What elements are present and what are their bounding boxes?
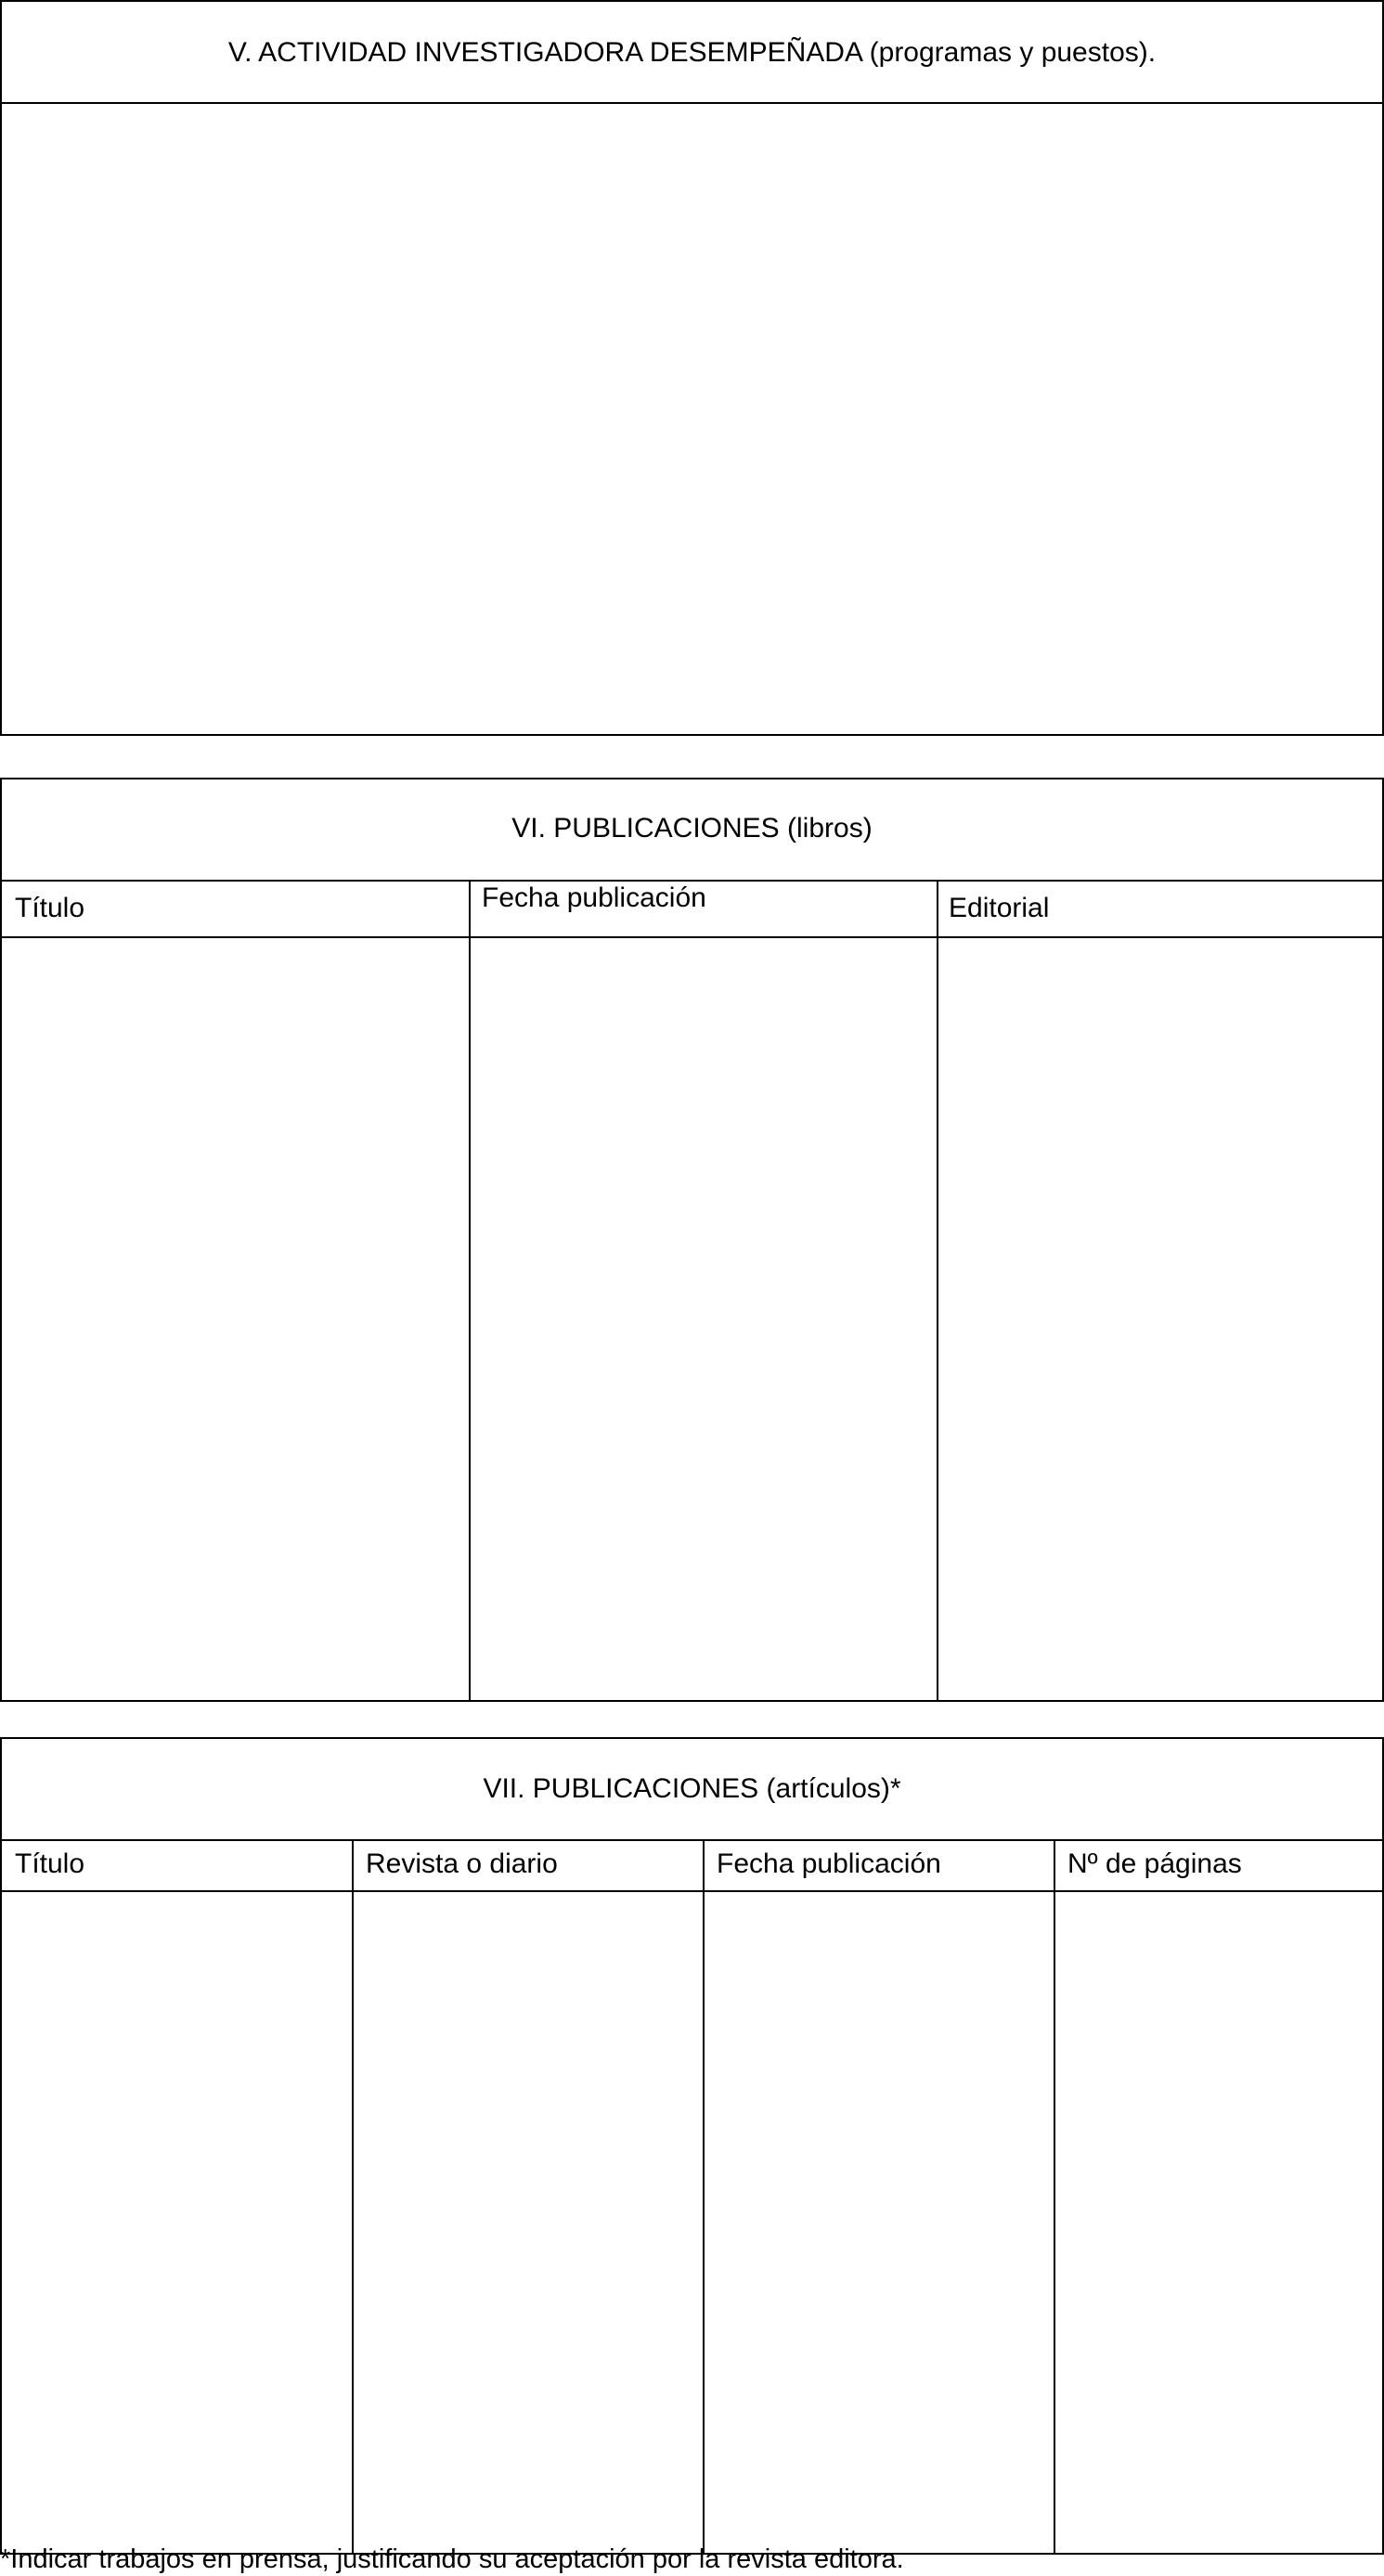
section-vii-table [0,1737,1384,2555]
section-vi-title-divider [2,880,1382,882]
section-vii-cell-titulo[interactable] [2,1892,352,2553]
section-vii-cell-paginas[interactable] [1055,1892,1382,2553]
section-vii-col-fecha: Fecha publicación [717,1848,941,1879]
section-vi-cell-editorial[interactable] [938,938,1382,1700]
section-v-title: V. ACTIVIDAD INVESTIGADORA DESEMPEÑADA (programas y puestos). [227,37,1157,68]
section-v-content-area[interactable] [2,104,1382,734]
section-vii-cell-fecha[interactable] [705,1892,1054,2553]
section-v-table [0,0,1384,736]
section-vi-cell-titulo[interactable] [2,938,469,1700]
section-vi-col-editorial: Editorial [949,893,1050,923]
section-vi-col-fecha: Fecha publicación [482,882,706,913]
section-vii-col-revista: Revista o diario [366,1848,558,1879]
footnote: *Indicar trabajos en prensa, justificando su aceptación por la revista editora. [0,2544,904,2574]
section-vii-title: VII. PUBLICACIONES (artículos)* [483,1773,901,1804]
section-vii-cell-revista[interactable] [354,1892,703,2553]
section-vi-title: VI. PUBLICACIONES (libros) [511,813,873,844]
section-vi-table [0,778,1384,1702]
section-vi-col-titulo: Título [15,893,85,923]
section-vi-cell-fecha[interactable] [471,938,937,1700]
section-vii-col-paginas: Nº de páginas [1067,1848,1242,1879]
section-vii-title-divider [2,1839,1382,1841]
section-vii-col-titulo: Título [15,1848,85,1879]
